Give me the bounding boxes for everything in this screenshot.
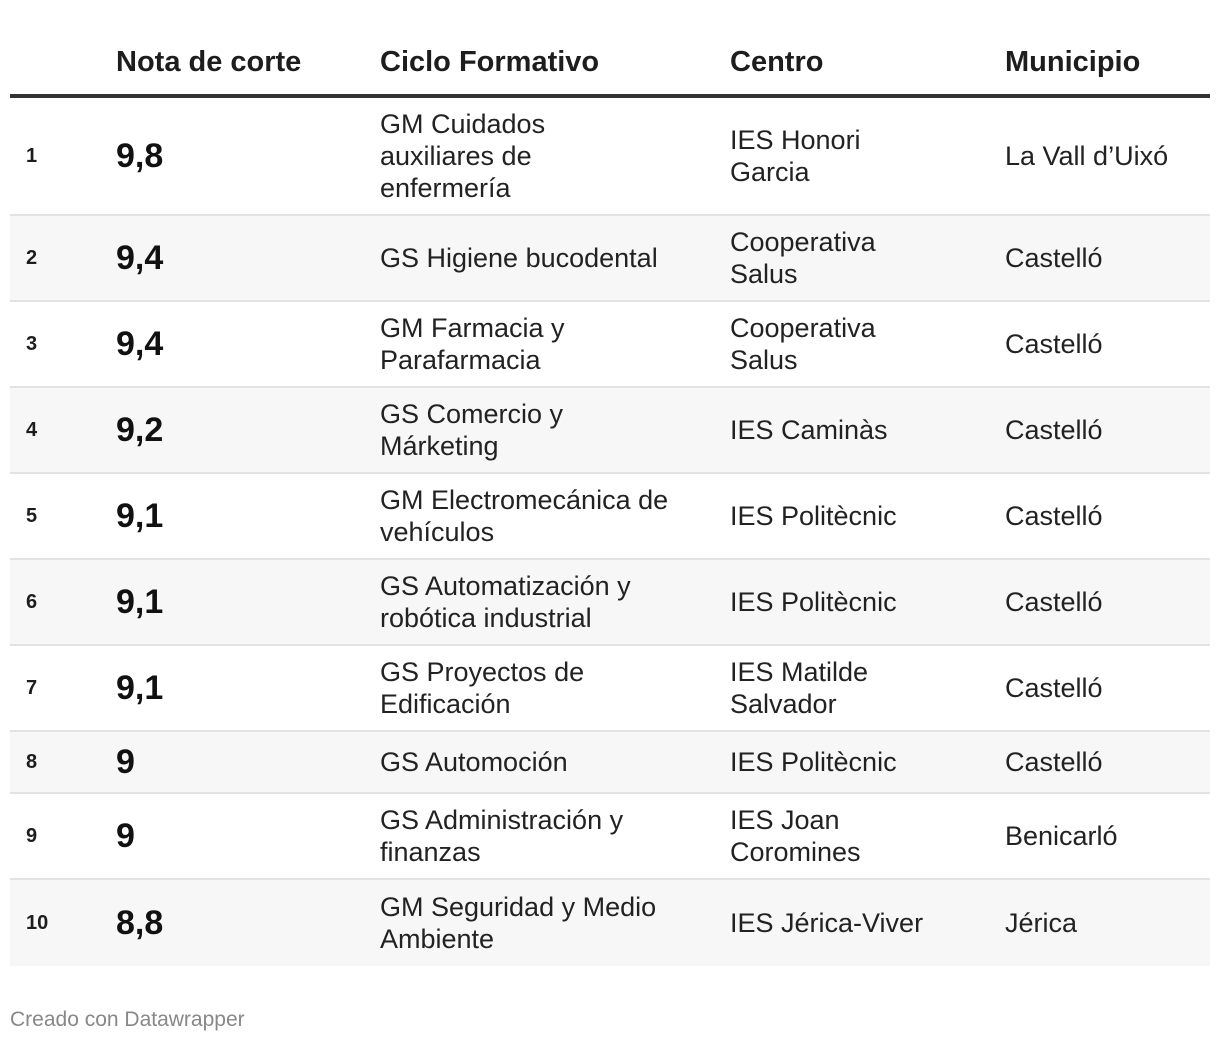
data-table [10,30,1210,966]
centro-cell: IES Matilde Salvador [730,657,869,719]
municipio-cell: Castelló [1005,415,1103,445]
table-row [10,560,1210,646]
centro-cell: IES Jérica-Viver [730,908,924,938]
table-header [10,30,1210,98]
ciclo-cell: GS Automoción [380,747,568,777]
centro-cell: IES Politècnic [730,501,897,531]
nota-cell: 9,4 [116,238,164,277]
nota-cell: 9,1 [116,668,164,707]
rank-cell: 9 [26,824,38,847]
table-row [10,302,1210,388]
table-row [10,646,1210,732]
ciclo-cell: GS Higiene bucodental [380,243,658,273]
nota-cell: 9,8 [116,136,164,175]
table-row [10,880,1210,966]
ciclo-cell: GM Cuidados auxiliares de enfermería [380,109,546,203]
centro-cell: IES Honori Garcia [730,125,861,187]
rank-cell: 2 [26,246,38,269]
nota-cell: 9,1 [116,582,164,621]
rank-cell: 8 [26,750,38,773]
ciclo-cell: GS Proyectos de Edificación [380,657,585,719]
nota-cell: 9 [116,742,135,781]
header-municipio[interactable]: Municipio [1005,45,1141,78]
ciclo-cell: GS Administración y finanzas [380,805,624,867]
municipio-cell: Benicarló [1005,821,1118,851]
centro-cell: Cooperativa Salus [730,313,876,375]
ciclo-cell: GS Automatización y robótica industrial [380,571,631,633]
municipio-cell: Castelló [1005,243,1103,273]
rank-cell: 6 [26,590,38,613]
municipio-cell: La Vall d’Uixó [1005,141,1169,171]
table-row [10,216,1210,302]
header-nota[interactable]: Nota de corte [116,45,302,78]
ciclo-cell: GM Farmacia y Parafarmacia [380,313,565,375]
municipio-cell: Castelló [1005,329,1103,359]
municipio-cell: Castelló [1005,587,1103,617]
centro-cell: IES Joan Coromines [730,805,861,867]
centro-cell: IES Caminàs [730,415,888,445]
rank-cell: 5 [26,504,38,527]
centro-cell: IES Politècnic [730,587,897,617]
ciclo-cell: GM Seguridad y Medio Ambiente [380,892,657,954]
nota-cell: 9,4 [116,324,164,363]
nota-cell: 9 [116,816,135,855]
municipio-cell: Castelló [1005,501,1103,531]
table-row [10,98,1210,216]
centro-cell: IES Politècnic [730,747,897,777]
ciclo-cell: GM Electromecánica de vehículos [380,485,669,547]
centro-cell: Cooperativa Salus [730,227,876,289]
table-row [10,474,1210,560]
rank-cell: 1 [26,144,38,167]
datawrapper-credit[interactable]: Creado con Datawrapper [10,1008,245,1031]
header-ciclo[interactable]: Ciclo Formativo [380,45,600,78]
municipio-cell: Jérica [1005,908,1078,938]
rank-cell: 3 [26,332,38,355]
rank-cell: 10 [26,911,49,934]
nota-cell: 9,2 [116,410,164,449]
table-row [10,794,1210,880]
rank-cell: 7 [26,676,38,699]
header-centro[interactable]: Centro [730,45,824,78]
ciclo-cell: GS Comercio y Márketing [380,399,564,461]
nota-cell: 9,1 [116,496,164,535]
municipio-cell: Castelló [1005,673,1103,703]
table-row [10,388,1210,474]
rank-cell: 4 [26,418,38,441]
municipio-cell: Castelló [1005,747,1103,777]
nota-cell: 8,8 [116,903,164,942]
table-row [10,732,1210,794]
